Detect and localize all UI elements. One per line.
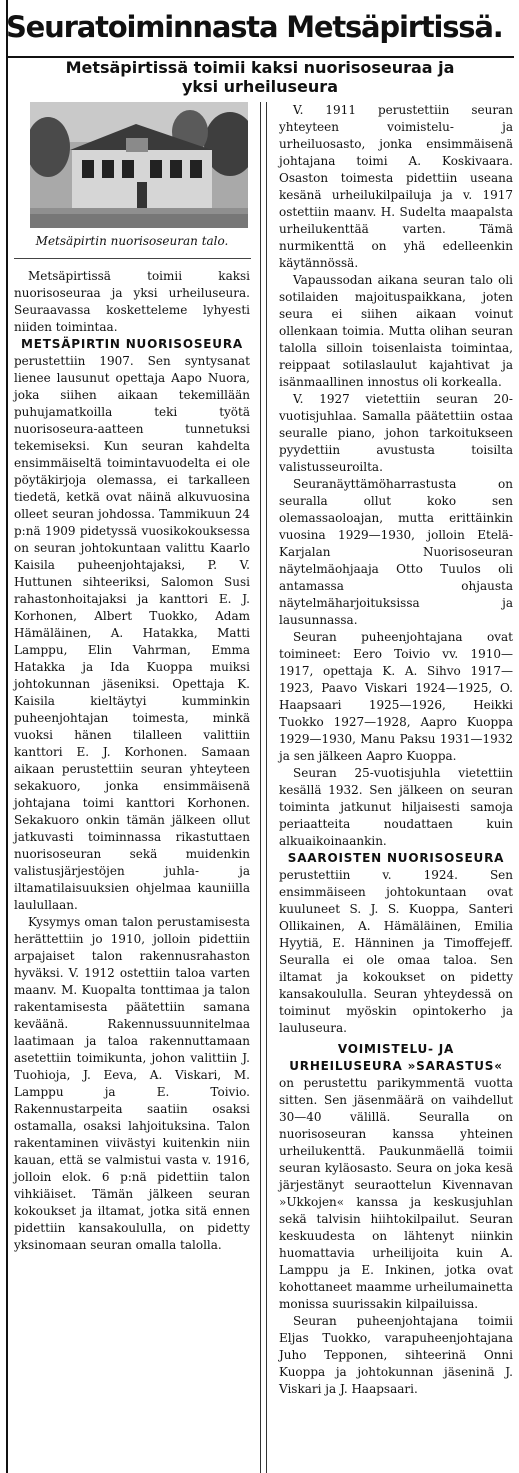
house-photo-image xyxy=(30,102,248,228)
right-paragraph-6: Seuran 25-vuotisjuhla vietettiin kesällä 1932. Sen jälkeen on seuran toiminta jatkunut hiljaisesti samoja periaatteita noudattaen kuin alkuaikoinaankin. xyxy=(279,766,513,848)
column-rule-2 xyxy=(266,102,267,1473)
section3-paragraph-2: Seuran puheenjohtajana toimii Eljas Tuokko, varapuheenjohtajana Juho Tepponen, sihteerinä Onni Kuoppa ja johtokunnan jäseninä J. Viskari ja J. Haapsaari. xyxy=(279,1314,513,1396)
section-title-sarastus: VOIMISTELU- JA URHEILUSEURA »SARASTUS« xyxy=(289,1042,503,1073)
caption-rule xyxy=(14,258,251,259)
section2-paragraph-1: perustettiin v. 1924. Sen ensimmäiseen johtokuntaan ovat kuuluneet S. J. S. Kuoppa, Santeri Ollikainen, A. Hämäläinen, Emilia Hyytiä, E. Hänninen ja Timoffejeff. Seuralla ei ole omaa taloa. Sen iltamat ja kokoukset on pidetty kansakoululla. Seuran yhteydessä on toiminut myöskin opintokerho ja lauluseura. xyxy=(279,868,513,1035)
section1-paragraph-2: Kysymys oman talon perustamisesta herättettiin jo 1910, jolloin pidettiin arpajaiset talon rakennusrahaston hyväksi. V. 1912 ostettiin taloa varten maanv. M. Kuopalta tonttimaa ja talon rakentamisesta päätettiin samana keväänä. Rakennussuunnitelmaa laatimaan ja taloa rakennuttamaan asetettiin toimikunta, johon valittiin J. Tuohioja, J. Eeva, A. Viskari, M. Lamppu ja E. Toivio. Rakennustarpeita saatiin osaksi ostamalla, osaksi lahjoituksina. Talon rakentaminen viivästyi kuitenkin niin kauan, että se valmistui vasta v. 1916, jolloin elok. 6 p:nä pidettiin talon vihkiäiset. Tämän jälkeen seuran kokoukset ja iltamat, jotka sitä ennen pidettiin kansakoululla, on pidetty yksinomaan seuran omalla talolla. xyxy=(14,915,250,1252)
right-paragraph-4: Seuranäyttämöharrastusta on seuralla ollut koko sen olemassaoloajan, mutta erittäinkin vuosina 1929—1930, jolloin Etelä-Karjalan Nuorisoseuran näytelmäohjaaja Otto Tuulos oli antamassa ohjausta näytelmäharjoituksissa ja lausunnassa. xyxy=(279,477,513,627)
headline: Seuratoiminnasta Metsäpirtissä. xyxy=(6,10,503,44)
subheadline xyxy=(6,58,514,96)
subheadline-line-1: Metsäpirtissä toimii kaksi nuorisoseuraa ja xyxy=(65,58,455,77)
section-title-saaroinen: SAAROISTEN NUORISOSEURA xyxy=(287,851,505,865)
right-paragraph-1: V. 1911 perustettiin seuran yhteyteen voimistelu- ja urheiluosasto, jonka ensimmäisenä johtajana toimi A. Koskivaara. Osaston toimesta pidettiin useana kesänä urheilukilpailuja ja v. 1917 ostettiin maanv. H. Sudelta maapalsta urheilukenttää varten. Tämä nurmikenttä on yhä edelleenkin käytännössä. xyxy=(279,103,513,270)
right-paragraph-3: V. 1927 vietettiin seuran 20-vuotisjuhlaa. Samalla päätettiin ostaa seuralle piano, johon tarkoitukseen pyydettiin avustusta toisilta valistusseuroilta. xyxy=(279,392,513,474)
column-rule xyxy=(260,102,261,1473)
left-column xyxy=(14,268,250,1254)
right-paragraph-2: Vapaussodan aikana seuran talo oli sotilaiden majoituspaikkana, joten seura ei siihen aikaan voinut ollenkaan toimia. Mutta olihan seuran talolla silloin toisenlaista toimintaa, reippaat sotilaslaulut kajahtivat ja isänmaallinen innostus oli korkealla. xyxy=(279,273,513,389)
intro-paragraph: Metsäpirtissä toimii kaksi nuorisoseuraa ja yksi urheiluseura. Seuraavassa kosketteleme lyhyesti niiden toimintaa. xyxy=(14,269,250,334)
photo-caption: Metsäpirtin nuorisoseuran talo. xyxy=(35,234,229,248)
subheadline-line-2: yksi urheiluseura xyxy=(182,77,338,96)
headline-box xyxy=(6,2,514,58)
right-paragraph-5: Seuran puheenjohtajana ovat toimineet: Eero Toivio vv. 1910—1917, opettaja K. A. Sihvo 1917—1923, Paavo Viskari 1924—1925, O. Haapsaari 1925—1926, Heikki Tuokko 1927—1928, Aapro Kuoppa 1929—1930, Manu Paksu 1931—1932 ja sen jälkeen Aapro Kuoppa. xyxy=(279,630,513,763)
right-column xyxy=(279,102,513,1398)
section1-paragraph-1: perustettiin 1907. Sen syntysanat lienee lausunut opettaja Aapo Nuora, joka siihen aikaan tekemillään puhujamatkoilla teki työtä nuorisoseura-aatteen tunnetuksi tekemiseksi. Kun seuran kahdelta ensimmäiseltä toimintavuodelta ei ole pöytäkirjoja olemassa, ei tarkalleen tiedetä, ketkä ovat näinä alkuvuosina olleet seuran johdossa. Tammikuun 24 p:nä 1909 pidetyssä vuosikokouksessa on seuran johtokuntaan valittu Kaarlo Kaisila puheenjohtajaksi, P. V. Huttunen sihteeriksi, Salomon Susi rahastonhoitajaksi ja kanttori E. J. Korhonen, Albert Tuokko, Adam Hämäläinen, A. Hatakka, Matti Lamppu, Elin Vahrman, Emma Hatakka ja Ida Kuoppa muiksi johtokunnan jäseniksi. Opettaja K. Kaisila kieltäytyi kumminkin puheenjohtajan toimesta, minkä vuoksi hänen tilalleen valittiin kanttori E. J. Korhonen. Samaan aikaan perustettiin seuran yhteyteen sekakuoro, jonka ensimmäisenä johtajana toimi kanttori Korhonen. Sekakuoro onkin tämän jälkeen ollut jatkuvasti toiminnassa rikastuttaen nuorisoseuran sekä muidenkin valistusjärjestöjen juhla- ja iltamatilaisuuksien ohjelmaa kauniilla laulullaan. xyxy=(14,354,250,912)
left-border-rule xyxy=(6,0,8,1473)
house-photo xyxy=(30,102,248,228)
section3-paragraph-1: on perustettu parikymmentä vuotta sitten. Sen jäsenmäärä on vaihdellut 30—40 välillä. Seuralla on nuorisoseuran kanssa yhteinen urheilukenttä. Paukunmäellä toimii seuran kyläosasto. Seura on joka kesä järjestänyt seuraottelun Kivennavan »Ukkojen« kanssa ja keskusjuhlan sekä talvisin hiihtokilpailut. Seuran keskuudesta on lähtenyt niinkin huomattavia urheilijoita kuin A. Lamppu ja E. Inkinen, jotka ovat kohottaneet maamme urheilumainetta monissa suurissakin kilpailuissa. xyxy=(279,1076,513,1311)
section-title-metsapirtti: METSÄPIRTIN NUORISOSEURA xyxy=(21,337,243,351)
